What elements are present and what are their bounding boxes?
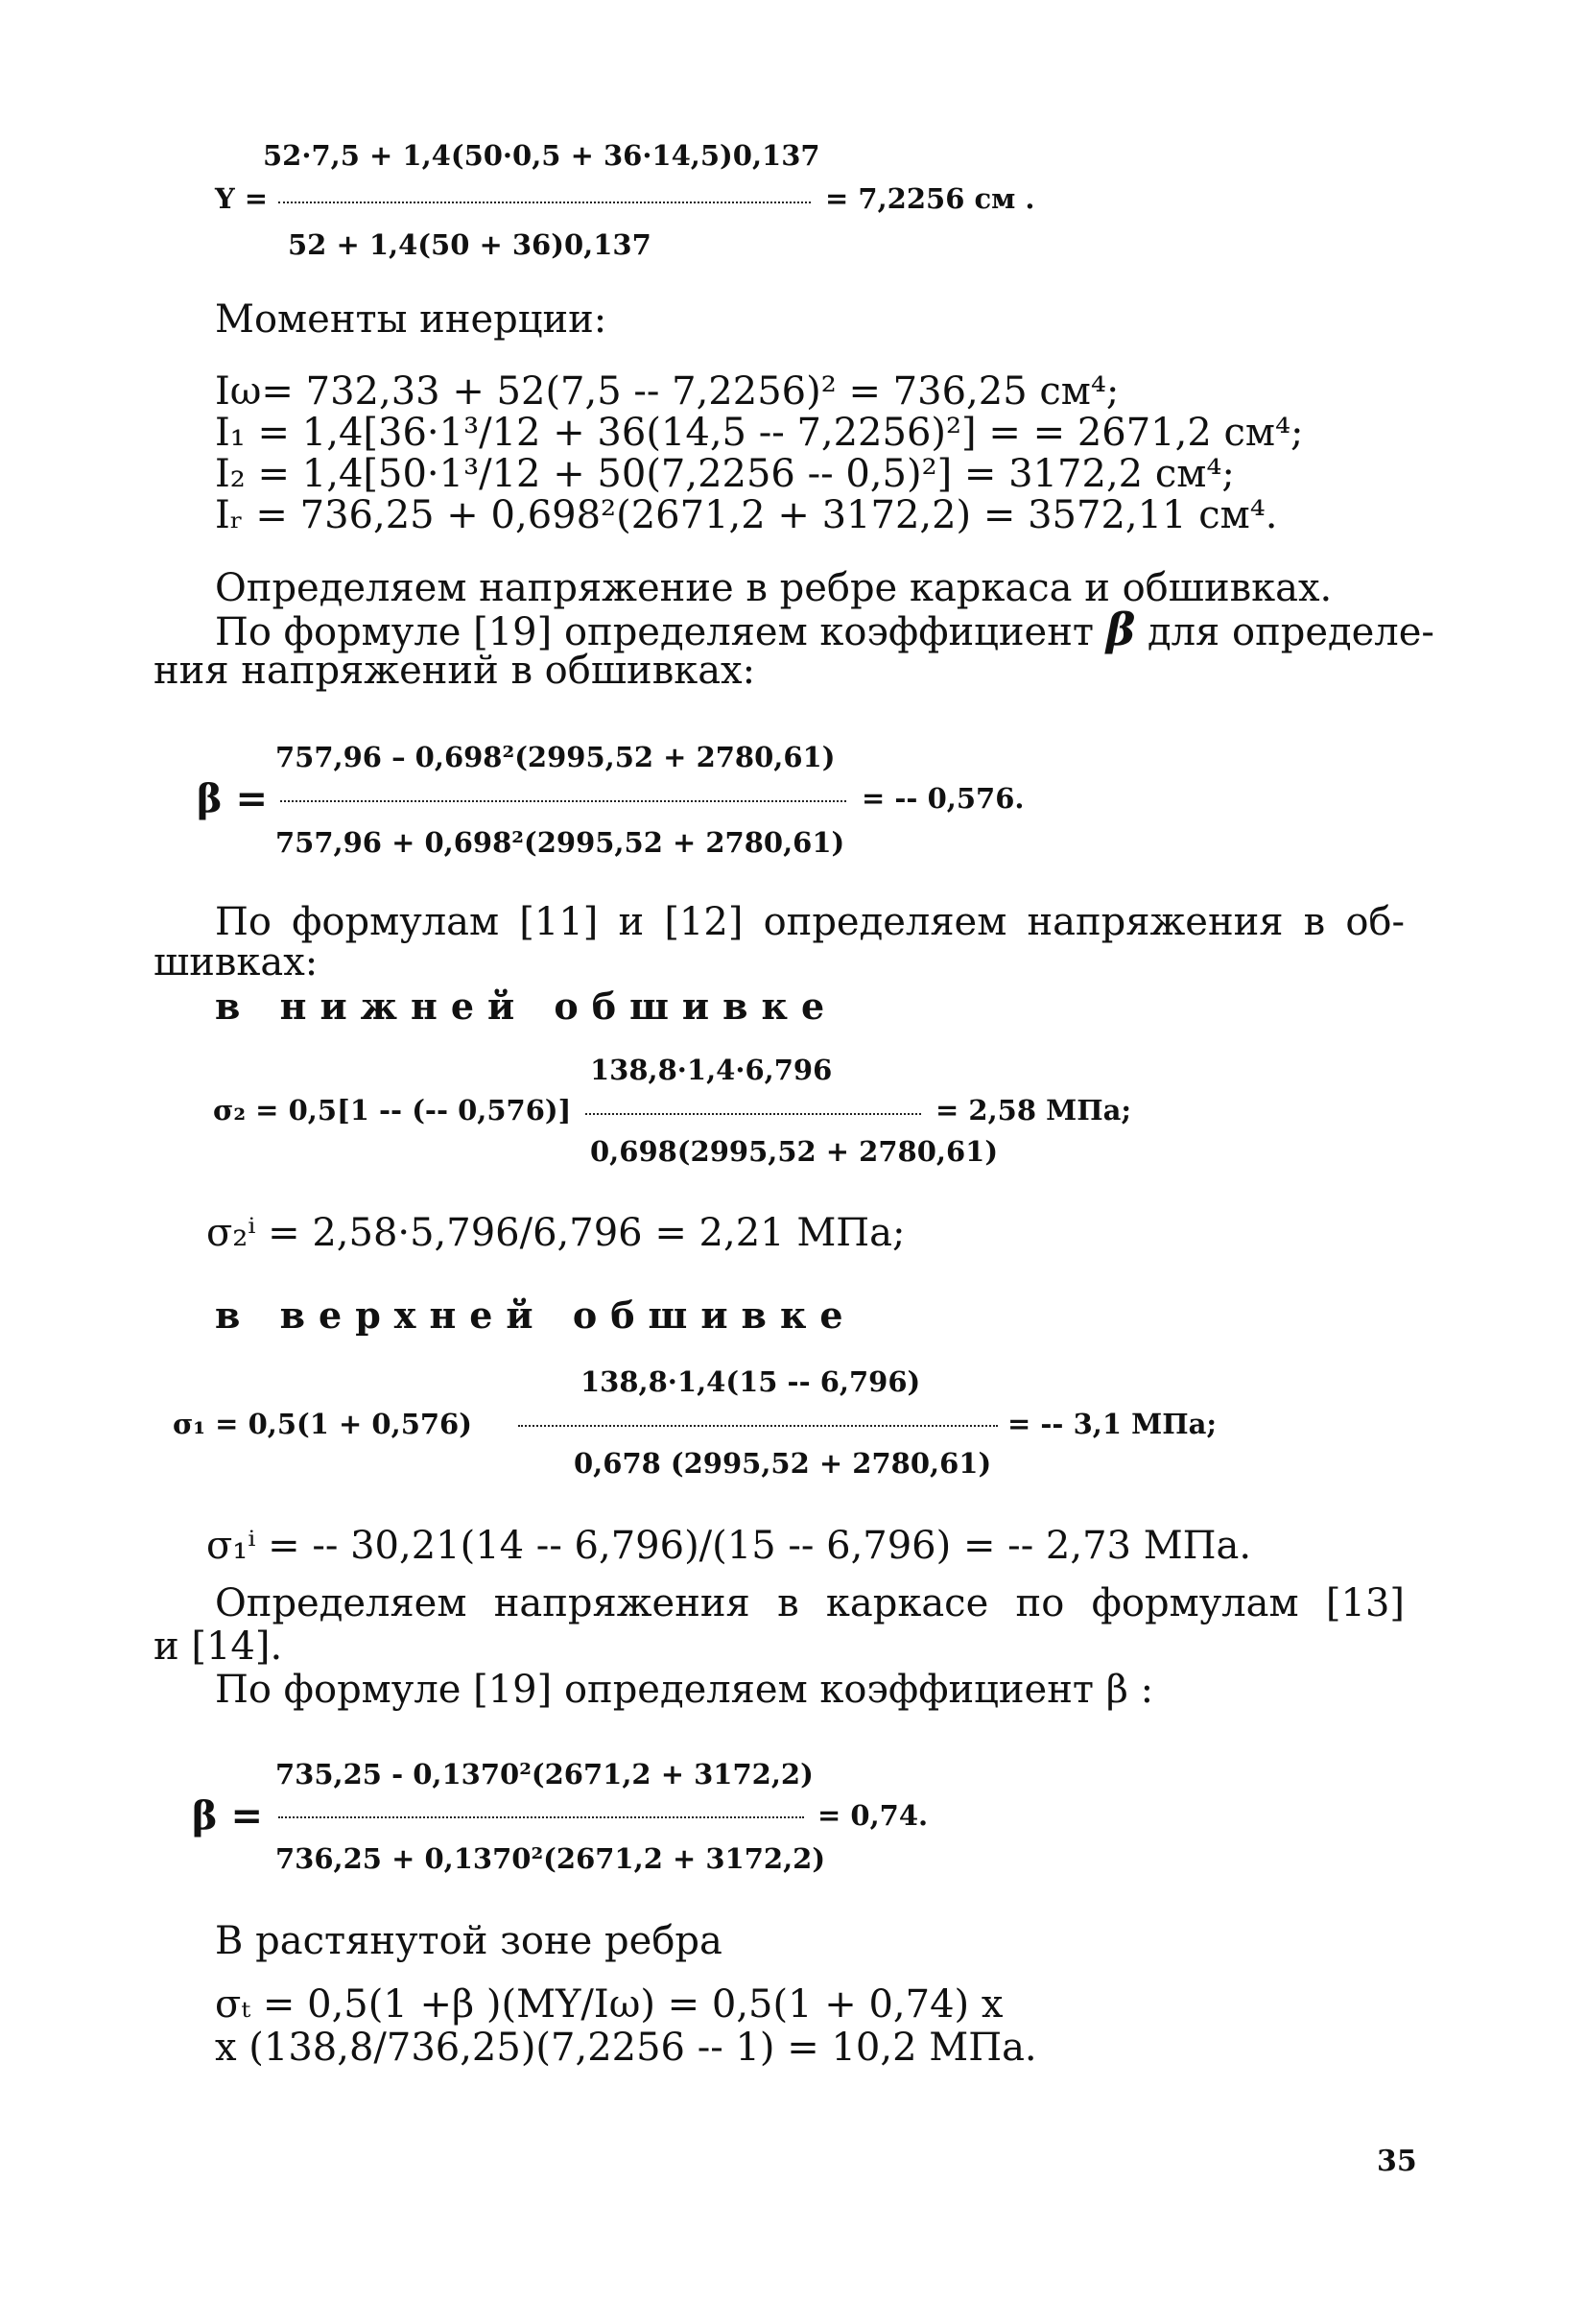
sigma1-prime-equation: σ₁ⁱ = -- 30,21(14 -- 6,796)/(15 -- 6,796) = -- 2,73 МПа. [206,1524,1252,1568]
sigma1-numerator: 138,8·1,4(15 -- 6,796) [580,1365,921,1398]
sigma2-numerator: 138,8·1,4·6,796 [590,1054,833,1086]
paragraph-4-line-1: Определяем напряжения в каркасе по формулам [13] [215,1581,1405,1625]
y-fraction-bar [278,202,811,203]
beta1-fraction-bar [280,800,846,802]
inertia-line-1: I₁ = 1,4[36·1³/12 + 36(14,5 -- 7,2256)²] = = 2671,2 см⁴; [215,411,1304,455]
inertia-line-0: Iω= 732,33 + 52(7,5 -- 7,2256)² = 736,25 см⁴; [215,369,1120,414]
page-number: 35 [1377,2145,1417,2178]
sigma-t-line-1: σₜ = 0,5(1 +β )(MY/Iω) = 0,5(1 + 0,74) x [215,1982,1004,2027]
sigma1-lhs: σ₁ = 0,5(1 + 0,576) [173,1408,472,1440]
heading-inertia: Моменты инерции: [215,297,607,342]
sigma1-rhs: = -- 3,1 МПа; [1007,1408,1218,1440]
subheading-lower-skin: в нижней обшивке [215,984,839,1028]
sigma2-rhs: = 2,58 МПа; [935,1094,1132,1126]
beta1-rhs: = -- 0,576. [862,782,1025,815]
paragraph-3-line-2: шивках: [154,940,319,984]
beta1-lhs: β = [197,776,269,821]
sigma2-prime-equation: σ₂ⁱ = 2,58·5,796/6,796 = 2,21 МПа; [206,1211,906,1255]
y-lhs: Y = [215,182,269,215]
beta-symbol: β [1105,604,1136,655]
inertia-line-2: I₂ = 1,4[50·1³/12 + 50(7,2256 -- 0,5)²] = 3172,2 см⁴; [215,452,1235,496]
beta1-numerator: 757,96 – 0,698²(2995,52 + 2780,61) [275,741,836,773]
sigma-t-line-2: x (138,8/736,25)(7,2256 -- 1) = 10,2 МПа. [215,2026,1037,2070]
y-denominator: 52 + 1,4(50 + 36)0,137 [288,228,651,261]
paragraph-2-line-2: ния напряжений в обшивках: [154,649,756,693]
beta2-lhs: β = [192,1793,264,1838]
beta1-denominator: 757,96 + 0,698²(2995,52 + 2780,61) [275,826,845,859]
paragraph-1: Определяем напряжение в ребре каркаса и обшивках. [215,566,1333,610]
beta2-fraction-bar [278,1816,804,1818]
paragraph-5: По формуле [19] определяем коэффициент β : [215,1668,1154,1712]
paragraph-3-line-1: По формулам [11] и [12] определяем напряжения в об- [215,900,1405,944]
y-numerator: 52·7,5 + 1,4(50·0,5 + 36·14,5)0,137 [263,139,820,172]
sigma1-denominator: 0,678 (2995,52 + 2780,61) [574,1447,992,1480]
paragraph-2-line-1: По формуле [19] определяем коэффициент β для определе- [215,604,1434,655]
sigma1-fraction-bar [518,1425,998,1427]
sigma2-denominator: 0,698(2995,52 + 2780,61) [590,1135,999,1168]
subheading-upper-skin: в верхней обшивке [215,1293,857,1337]
beta2-denominator: 736,25 + 0,1370²(2671,2 + 3172,2) [275,1842,826,1875]
beta2-rhs: = 0,74. [817,1799,929,1832]
sigma2-lhs: σ₂ = 0,5[1 -- (-- 0,576)] [213,1094,572,1126]
paragraph-6: В растянутой зоне ребра [215,1919,722,1963]
beta2-numerator: 735,25 - 0,1370²(2671,2 + 3172,2) [275,1758,814,1790]
inertia-line-3: Iᵣ = 736,25 + 0,698²(2671,2 + 3172,2) = 3572,11 см⁴. [215,493,1278,537]
sigma2-fraction-bar [585,1113,921,1115]
y-rhs: = 7,2256 см . [825,182,1035,215]
paragraph-4-line-2: и [14]. [154,1624,283,1669]
